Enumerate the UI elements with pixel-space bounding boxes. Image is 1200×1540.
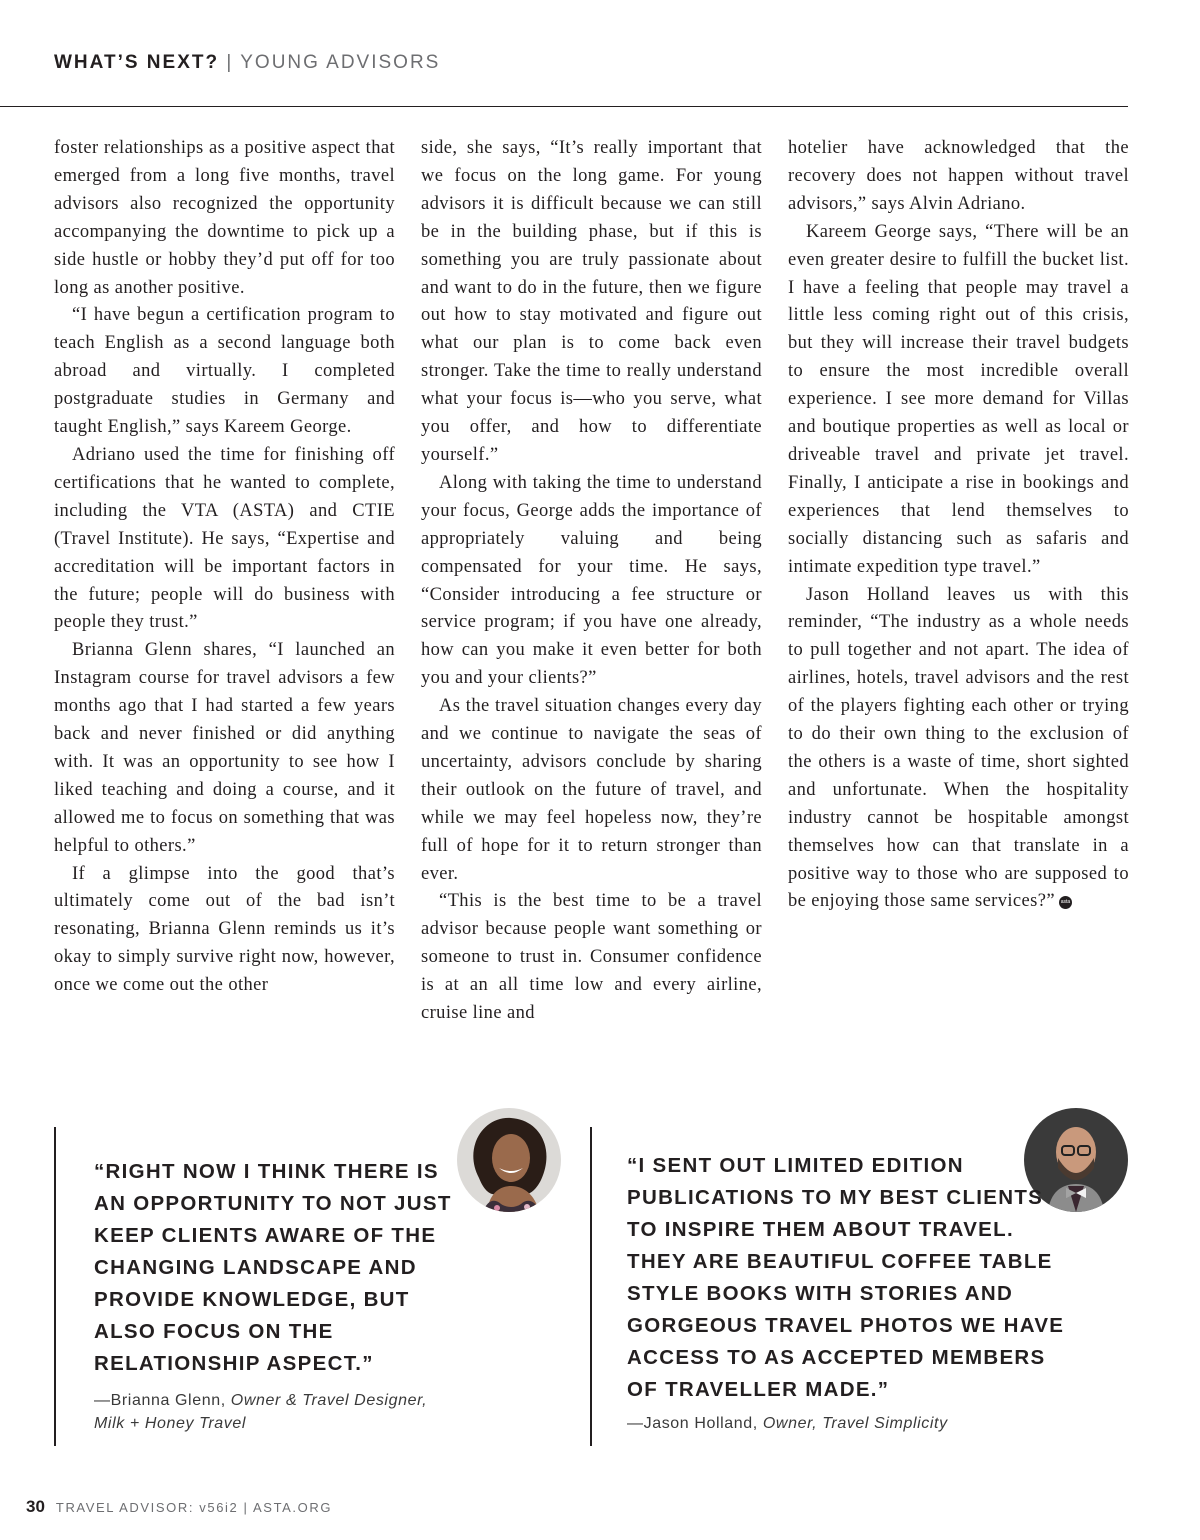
pullquote-1-attribution xyxy=(94,1389,484,1435)
paragraph: Along with taking the time to understand your focus, George adds the importance of appropriately valuing and being compensated for your time. He says, “Consider introducing a fee structure or service program; if you have one already, how can you make it even better for both you and your clients?” xyxy=(421,472,762,689)
header-divider xyxy=(0,106,1128,107)
paragraph: As the travel situation changes every day and we continue to navigate the seas of uncertainty, advisors conclude by sharing their outlook on the future of travel, and while we may feel hopeless now, they’re full of hope for it to return stronger than ever. xyxy=(421,696,762,884)
paragraph-text: Jason Holland leaves us with this reminder, “The industry as a whole needs to pull together and not apart. The idea of airlines, hotels, travel advisors and the rest of the players fighting each other or trying to do their own thing to the exclusion of the others is a waste of time, short sighted and unfortunate. When the hospitality industry cannot be hospitable amongst themselves how can that translate in a positive way to those who are supposed to be enjoying those same services?” xyxy=(788,584,1129,912)
paragraph: hotelier have acknowledged that the recovery does not happen without travel advisors,” says Alvin Adriano. xyxy=(788,138,1129,214)
section-title: WHAT’S NEXT? xyxy=(54,52,220,73)
brianna-glenn-avatar xyxy=(457,1108,561,1212)
attribution-name: —Brianna Glenn, xyxy=(94,1392,226,1409)
attribution-role: Owner, Travel Simplicity xyxy=(762,1415,948,1432)
attribution-name: —Jason Holland, xyxy=(627,1415,758,1432)
header-separator: | xyxy=(226,52,234,73)
page-number: 30 xyxy=(26,1497,45,1516)
subsection-title: YOUNG ADVISORS xyxy=(240,52,441,73)
paragraph: side, she says, “It’s really important that we focus on the long game. For young advisors it is difficult because we can still be in the building phase, but if this is something you are truly passionate about and want to do in the future, then we figure out how to stay motivated and figure out what our plan is to come back even stronger. Take the time to really understand what your focus is—who you serve, what you offer, and how to differentiate yourself.” xyxy=(421,138,762,465)
paragraph xyxy=(788,582,1129,917)
paragraph: “I have begun a certification program to teach English as a second language both abroad and virtually. I completed postgraduate studies in Germany and taught English,” says Kareem George. xyxy=(54,305,395,438)
pullquote-2-text: “I SENT OUT LIMITED EDITION PUBLICATIONS TO MY BEST CLIENTS TO INSPIRE THEM ABOUT TRAVEL. THEY ARE BEAUTIFUL COFFEE TABLE STYLE BOOKS WITH STORIES AND GORGEOUS TRAVEL PHOTOS WE HAVE ACCESS TO AS ACCEPTED MEMBERS OF TRAVELLER MADE.” xyxy=(627,1154,1065,1401)
paragraph: “This is the best time to be a travel advisor because people want something or someone to trust in. Consumer confidence is at an all time low and every airline, cruise line and xyxy=(421,891,762,1024)
page-footer xyxy=(26,1497,332,1517)
paragraph: If a glimpse into the good that’s ultimately come out of the bad isn’t resonating, Brianna Glenn reminds us it’s okay to simply survive right now, however, once we come out the other xyxy=(54,863,395,996)
paragraph: foster relationships as a positive aspect that emerged from a long five months, travel advisors also recognized the opportunity accompanying the downtime to pick up a side hustle or hobby they’d put off for too long as another positive. xyxy=(54,138,395,298)
attribution-company: Milk + Honey Travel xyxy=(94,1415,247,1432)
running-header xyxy=(54,52,440,74)
article-column-3 xyxy=(788,135,1129,916)
article-column-1 xyxy=(54,135,395,1000)
pullquote-2-bar xyxy=(590,1127,592,1446)
asta-end-mark-icon: asta xyxy=(1059,896,1072,909)
pullquote-2-attribution xyxy=(627,1412,1047,1435)
paragraph: Brianna Glenn shares, “I launched an Instagram course for travel advisors a few months ago that I had started a few years back and never finished or did anything with. It was an opportunity to see how I liked teaching and doing a course, and it allowed me to focus on something that was helpful to others.” xyxy=(54,640,395,856)
paragraph: Kareem George says, “There will be an even greater desire to fulfill the bucket list. I have a feeling that people may travel a little less coming right out of this crisis, but they will increase their travel budgets to ensure the most incredible overall experience. I see more demand for Villas and boutique properties as well as local or driveable travel and private jet travel. Finally, I anticipate a rise in bookings and experiences that lend themselves to socially distancing such as safaris and intimate expedition type travel.” xyxy=(788,221,1129,577)
article-column-2 xyxy=(421,135,762,1028)
pullquote-1-bar xyxy=(54,1127,56,1446)
publication-info: TRAVEL ADVISOR: v56i2 | ASTA.ORG xyxy=(55,1500,333,1515)
pullquote-1-text: “RIGHT NOW I THINK THERE IS AN OPPORTUNITY TO NOT JUST KEEP CLIENTS AWARE OF THE CHANGING LANDSCAPE AND PROVIDE KNOWLEDGE, BUT ALSO FOCUS ON THE RELATIONSHIP ASPECT.” xyxy=(94,1160,452,1375)
attribution-role: Owner & Travel Designer, xyxy=(230,1392,428,1409)
paragraph: Adriano used the time for finishing off certifications that he wanted to complete, including the VTA (ASTA) and CTIE (Travel Institute). He says, “Expertise and accreditation will be important factors in the future; people will do business with people they trust.” xyxy=(54,444,395,633)
